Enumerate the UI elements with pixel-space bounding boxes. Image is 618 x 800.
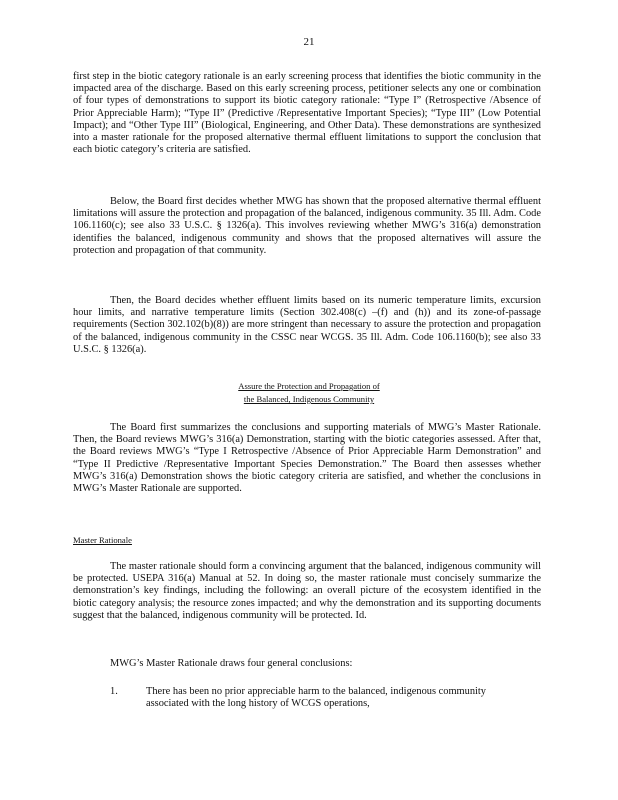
paragraph-board-summarizes: The Board first summarizes the conclusions and supporting materials of MWG’s Master Rationale. Then, the Board reviews MWG’s 316(a) Demonstration, starting with the biotic categories assessed. After that, the Board reviews MWG’s “Type I Retrospective /Absence of Prior Appreciable Harm Demonstration” and “Type II Predictive /Representative Important Species Demonstration.” The Board then assesses whether MWG’s 316(a) Demonstration shows the biotic category criteria are satisfied, and whether the conclusions in MWG’s Master Rationale are supported.	[73, 422, 541, 495]
page-number: 21	[303, 36, 315, 48]
paragraph-master-rationale: The master rationale should form a convincing argument that the balanced, indigenous community will be protected. USEPA 316(a) Manual at 52. In doing so, the master rationale must concisely summarize the demonstration’s key findings, including the following: an overall picture of the ecosystem identified in the biotic category analysis; the resource zones impacted; and why the demonstration and its supporting documents suggest that the balanced, indigenous community will be protected. Id.	[73, 561, 541, 621]
paragraph-biotic-screening: first step in the biotic category rationale is an early screening process that identifies the biotic community in the impacted area of the discharge. Based on this early screening process, petitioner selects any one or combination of four types of demonstrations to support its biotic category rationale: “Type I” (Retrospective /Absence of Prior Appreciable Harm); “Type II” (Predictive /Representative Important Species); “Type III” (Low Potential Impact); and “Other Type III” (Biological, Engineering, and Other Data). These demonstrations are synthesized into a master rationale for the proposed alternative thermal effluent limitations to support the conclusion that each biotic category’s criteria are satisfied.	[73, 71, 541, 156]
paragraph-board-first-decides: Below, the Board first decides whether MWG has shown that the proposed alternative thermal effluent limitations will assure the protection and propagation of the balanced, indigenous community. 35 Ill. Adm. Code 106.1160(c); see also 33 U.S.C. § 1326(a). This involves reviewing whether MWG’s 316(a) demonstration identifies the balanced, indigenous community and shows that the proposed alternatives will assure the protection and propagation of that community.	[73, 196, 541, 256]
list-item-number: 1.	[110, 686, 118, 697]
paragraph-board-then-decides: Then, the Board decides whether effluent limits based on its numeric temperature limits, excursion hour limits, and narrative temperature limits (Section 302.408(c) –(f) and (h)) and its zone-of-passage requirements (Section 302.102(b)(8)) are more stringent than necessary to assure the protection and propagation of the balanced, indigenous community in the CSSC near WCGS. 35 Ill. Adm. Code 106.1160(b); see also 33 U.S.C. § 1326(a).	[73, 295, 541, 355]
section-heading-line1: Assure the Protection and Propagation of	[238, 381, 380, 391]
section-heading	[200, 380, 418, 406]
subheading-master-rationale: Master Rationale	[73, 535, 132, 545]
paragraph-four-conclusions: MWG’s Master Rationale draws four general conclusions:	[110, 658, 353, 669]
section-heading-line2: the Balanced, Indigenous Community	[243, 394, 375, 404]
list-item-text: There has been no prior appreciable harm to the balanced, indigenous community associated with the long history of WCGS operations,	[146, 686, 486, 710]
